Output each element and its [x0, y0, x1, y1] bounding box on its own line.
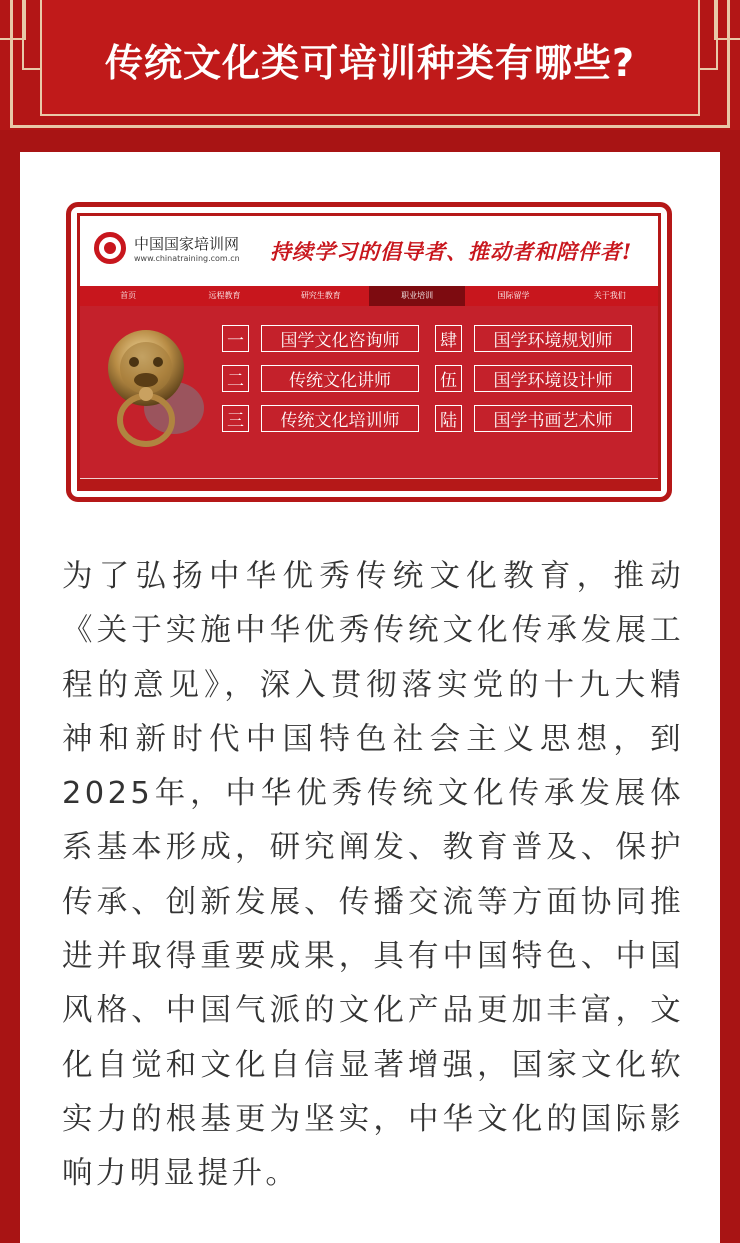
content-card	[20, 152, 720, 1243]
type-number: 陆	[435, 405, 462, 432]
training-row	[222, 318, 632, 358]
type-name: 传统文化培训师	[261, 405, 419, 432]
type-number: 一	[222, 325, 249, 352]
lion-door-knocker-icon	[96, 320, 206, 450]
training-types-grid	[222, 318, 632, 438]
training-row	[222, 358, 632, 398]
type-number: 伍	[435, 365, 462, 392]
banner-nav-item-active: 职业培训	[369, 286, 465, 306]
banner-image-frame	[66, 202, 672, 502]
training-row	[222, 398, 632, 438]
banner-nav-item: 研究生教育	[300, 291, 341, 300]
type-name: 国学文化咨询师	[261, 325, 419, 352]
type-number: 三	[222, 405, 249, 432]
type-name: 国学环境设计师	[474, 365, 632, 392]
header-band	[0, 0, 740, 130]
banner-nav-item: 关于我们	[593, 291, 626, 300]
type-number: 二	[222, 365, 249, 392]
logo-icon	[94, 232, 126, 264]
logo-url: www.chinatraining.com.cn	[134, 254, 240, 263]
banner-image	[77, 213, 661, 491]
banner-nav-item: 首页	[120, 291, 137, 300]
logo-name: 中国国家培训网	[134, 235, 240, 253]
page-title: 传统文化类可培训种类有哪些?	[104, 41, 636, 85]
banner-slogan: 持续学习的倡导者、推动者和陪伴者!	[270, 239, 633, 264]
article-paragraph: 为了弘扬中华优秀传统文化教育，推动《关于实施中华优秀传统文化传承发展工程的意见》，深入贯彻落实党的十九大精神和新时代中国特色社会主义思想，到2025年，中华优秀传统文化传承发展体系基本形成，研究阐发、教育普及、保护传承、创新发展、传播交流等方面协同推进并取得重要成果，具有中国特色、中国风格、中国气派的文化产品更加丰富，文化自觉和文化自信显著增强，国家文化软实力的根基更为坚实，中华文化的国际影响力明显提升。	[62, 559, 684, 1192]
type-number: 肆	[435, 325, 462, 352]
banner-nav-item: 远程教育	[208, 291, 241, 300]
banner-body	[80, 306, 658, 488]
banner-top	[80, 216, 658, 286]
type-name: 国学书画艺术师	[474, 405, 632, 432]
type-name: 国学环境规划师	[474, 325, 632, 352]
banner-bottom-strip	[80, 478, 658, 488]
type-name: 传统文化讲师	[261, 365, 419, 392]
banner-nav-item: 国际留学	[497, 291, 530, 300]
banner-nav	[80, 286, 658, 306]
